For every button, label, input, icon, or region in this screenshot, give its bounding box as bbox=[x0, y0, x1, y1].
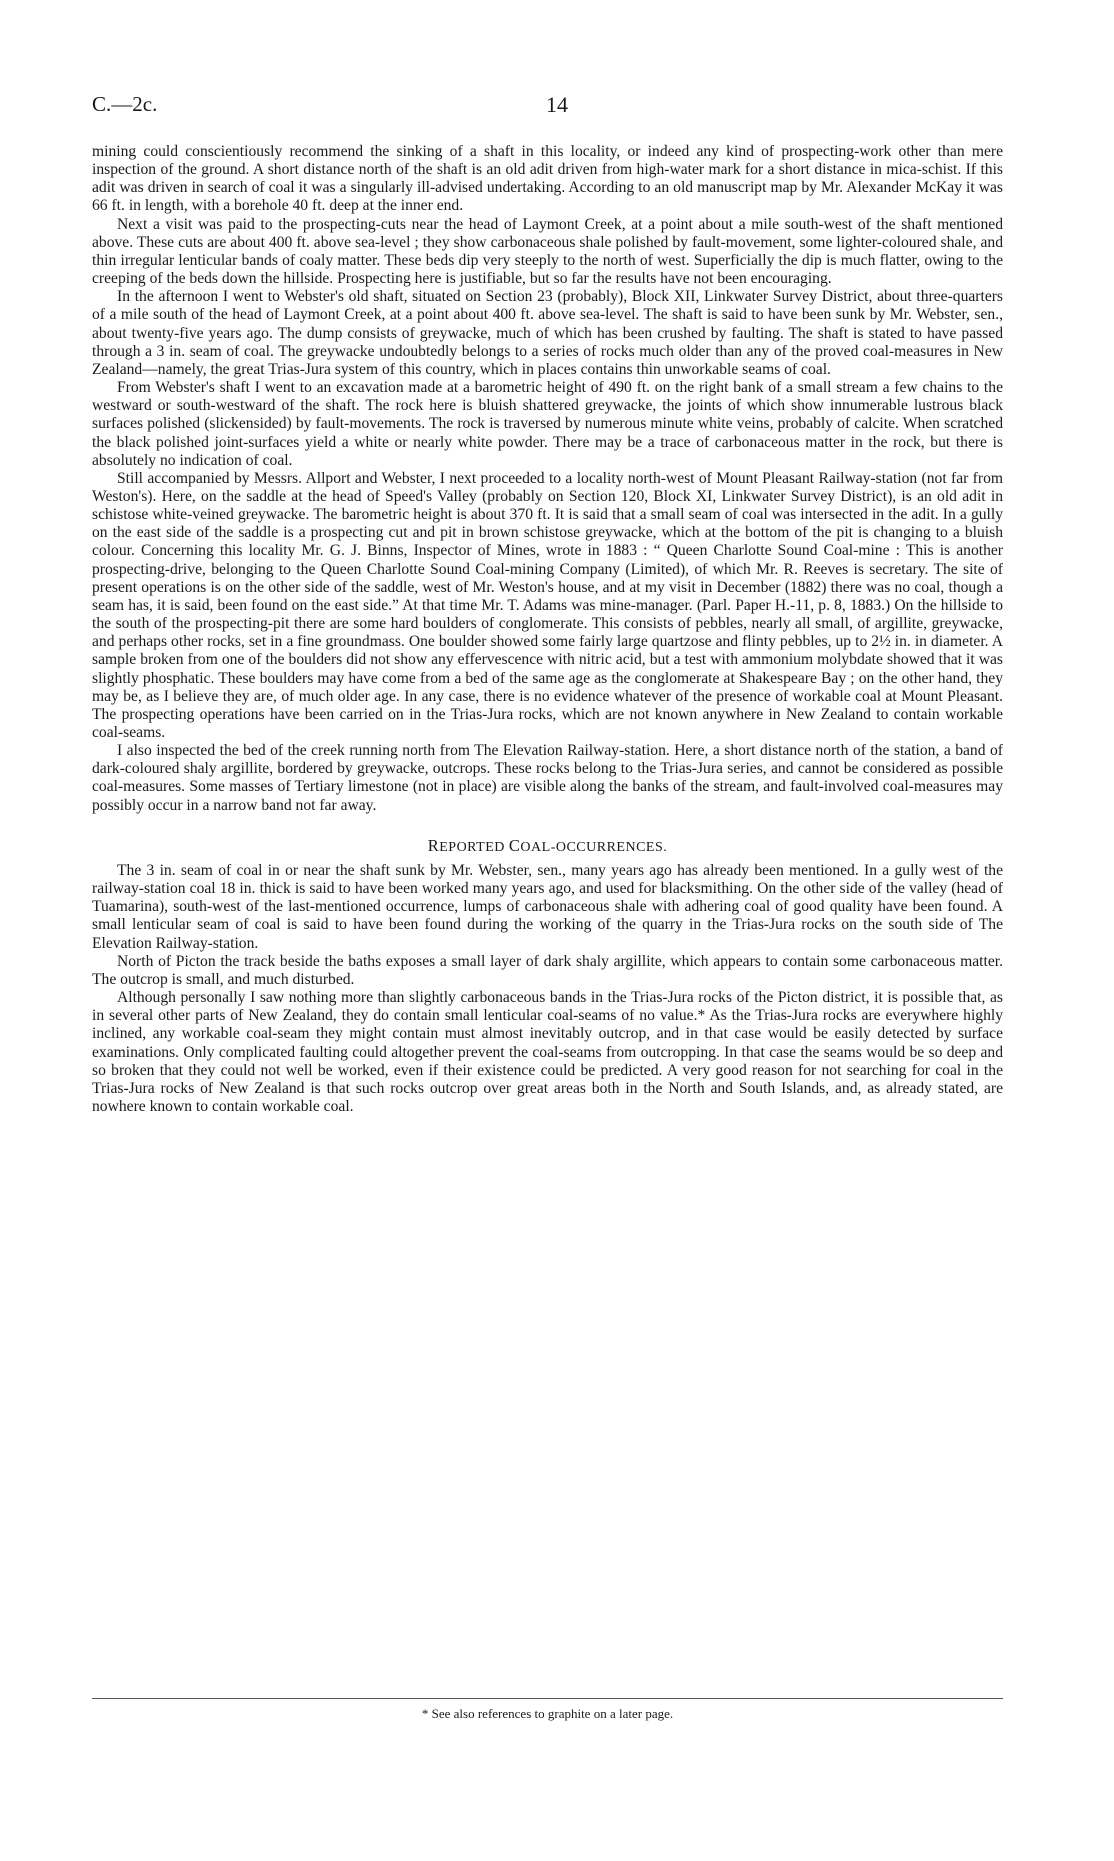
page-number: 14 bbox=[546, 92, 568, 117]
paragraph: The 3 in. seam of coal in or near the shaft sunk by Mr. Webster, sen., many years ago has already been mentioned. In a gully west of the railway-station coal 18 in. thick is said to have been worked many years ago, and used for blacksmithing. On the other side of the valley (head of Tuamarina), south-west of the last-mentioned occurrence, lumps of carbonaceous shale with adhering coal of good quality have been found. A small lenticular seam of coal is said to have been found during the working of the quarry in the Trias-Jura rocks on the south side of The Elevation Railway-station. bbox=[92, 861, 1003, 952]
paragraph: Still accompanied by Messrs. Allport and Webster, I next proceeded to a locality north-west of Mount Pleasant Railway-station (not far from Weston's). Here, on the saddle at the head of Speed's Valley (probably on Section 120, Block XI, Linkwater Survey District), is an old adit in schistose white-veined greywacke. The barometric height is about 370 ft. It is said that a small seam of coal was intersected in the adit. In a gully on the east side of the saddle is a prospecting cut and pit in brown schistose greywacke, which at the bottom of the pit is changing to a bluish colour. Concerning this locality Mr. G. J. Binns, Inspector of Mines, wrote in 1883 : “ Queen Charlotte Sound Coal-mine : This is another prospecting-drive, belonging to the Queen Charlotte Sound Coal-mining Company (Limited), of which Mr. R. Reeves is secretary. The site of present operations is on the other side of the saddle, west of Mr. Weston's house, and at my visit in December (1882) there was no coal, though a seam has, it is said, been found on the east side.” At that time Mr. T. Adams was mine-manager. (Parl. Paper H.-11, p. 8, 1883.) On the hillside to the south of the prospecting-pit there are some hard boulders of conglomerate. This consists of pebbles, nearly all small, of argillite, greywacke, and perhaps other rocks, set in a fine groundmass. One boulder showed some fairly large quartzose and flinty pebbles, up to 2½ in. in diameter. A sample broken from one of the boulders did not show any effervescence with nitric acid, but a test with ammonium molybdate showed that it was slightly phosphatic. These boulders may have come from a bed of the same age as the conglomerate at Shakespeare Bay ; on the other hand, they may be, as I believe they are, of much older age. In any case, there is no evidence whatever of the presence of workable coal at Mount Pleasant. The prospecting operations have been carried on in the Trias-Jura rocks, which are not known anywhere in New Zealand to contain workable coal-seams. bbox=[92, 469, 1003, 741]
section-heading: REPORTED COAL-OCCURRENCES. bbox=[427, 835, 668, 855]
paragraph: mining could conscientiously recommend the sinking of a shaft in this locality, or indeed any kind of prospecting-work other than mere inspection of the ground. A short distance north of the shaft is an old adit driven from high-water mark for a short distance in mica-schist. If this adit was driven in search of coal it was a singularly ill-advised undertaking. According to an old manuscript map by Mr. Alexander McKay it was 66 ft. in length, with a borehole 40 ft. deep at the inner end. bbox=[92, 143, 1003, 215]
paragraph: In the afternoon I went to Webster's old shaft, situated on Section 23 (probably), Block XII, Linkwater Survey District, about three-quarters of a mile south of the head of Laymont Creek, at a point about 400 ft. above sea-level. The shaft is said to have been sunk by Mr. Webster, sen., about twenty-five years ago. The dump consists of greywacke, much of which has been crushed by faulting. The shaft is stated to have passed through a 3 in. seam of coal. The greywacke undoubtedly belongs to a series of rocks much older than any of the proved coal-measures in New Zealand—namely, the great Trias-Jura system of this country, which in places contains thin unworkable seams of coal. bbox=[92, 288, 1003, 378]
paragraph: I also inspected the bed of the creek running north from The Elevation Railway-station. Here, a short distance north of the station, a band of dark-coloured shaly argillite, bordered by greywacke, outcrops. These rocks belong to the Trias-Jura series, and cannot be considered as possible coal-measures. Some masses of Tertiary limestone (not in place) are visible along the banks of the stream, and fault-involved coal-measures may possibly occur in a narrow band not far away. bbox=[92, 742, 1003, 814]
paragraph: North of Picton the track beside the baths exposes a small layer of dark shaly argillite, which appears to contain some carbonaceous matter. The outcrop is small, and much disturbed. bbox=[92, 952, 1003, 988]
paragraph: Although personally I saw nothing more than slightly carbonaceous bands in the Trias-Jura rocks of the Picton district, it is possible that, as in several other parts of New Zealand, they do contain small lenticular coal-seams of no value.* As the Trias-Jura rocks are everywhere highly inclined, any workable coal-seam they might contain must almost inevitably outcrop, and in that case would be easily detected by surface examinations. Only complicated faulting could altogether prevent the coal-seams from outcropping. In that case the seams would be so deep and so broken that they could not well be worked, even if their existence could be predicted. A very good reason for not searching for coal in the Trias-Jura rocks of New Zealand is that such rocks outcrop over great areas both in the North and South Islands, and, as already stated, are nowhere known to contain workable coal. bbox=[92, 989, 1003, 1115]
footnote-divider bbox=[92, 1698, 1003, 1699]
paragraph: Next a visit was paid to the prospecting-cuts near the head of Laymont Creek, at a point about a mile south-west of the shaft mentioned above. These cuts are about 400 ft. above sea-level ; they show carbonaceous shale polished by fault-movement, some lighter-coloured shale, and thin irregular lenticular bands of coaly matter. These beds dip very steeply to the north of west. Superficially the dip is much flatter, owing to the creeping of the beds down the hillside. Prospecting here is justifiable, but so far the results have not been encouraging. bbox=[92, 215, 1003, 288]
body-text bbox=[92, 143, 1003, 1116]
paragraph: From Webster's shaft I went to an excavation made at a barometric height of 490 ft. on the right bank of a small stream a few chains to the westward or south-westward of the shaft. The rock here is bluish shattered greywacke, the joints of which show innumerable lustrous black surfaces polished (slickensided) by fault-movements. The rock is traversed by numerous minute white veins, probably of calcite. When scratched the black polished joint-surfaces yield a white or nearly white powder. There may be a trace of carbonaceous matter in the rock, but there is absolutely no indication of coal. bbox=[92, 379, 1003, 469]
series-code: C.—2c. bbox=[92, 92, 158, 116]
footnote: * See also references to graphite on a later page. bbox=[421, 1706, 674, 1721]
page-header bbox=[92, 92, 1022, 124]
